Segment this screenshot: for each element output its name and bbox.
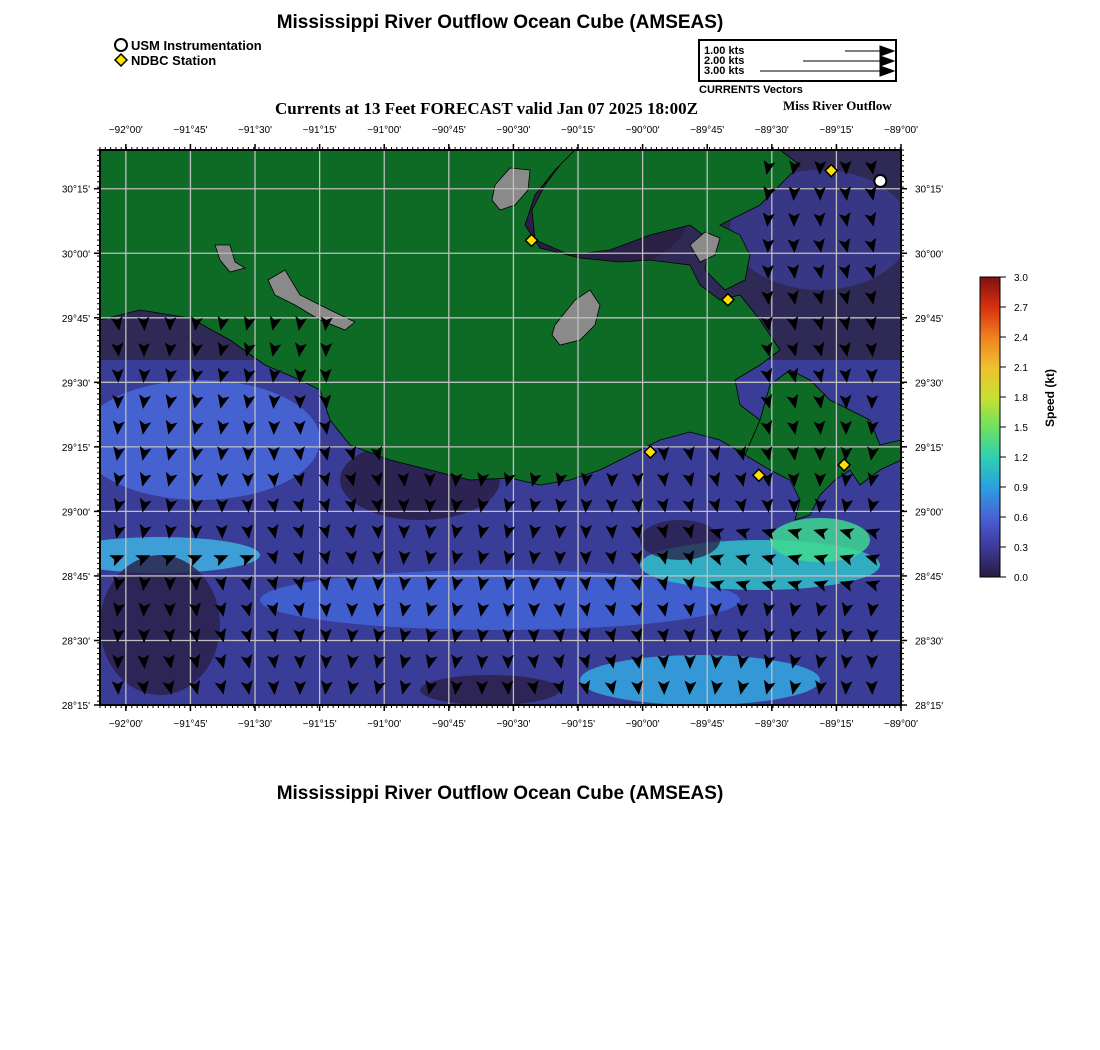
legend-usm: [113, 37, 262, 53]
lon-tick-label: −91°15': [302, 719, 337, 730]
lon-tick-label: −89°15': [819, 125, 854, 136]
colorbar-tick-label: 3.0: [1014, 273, 1028, 284]
colorbar-label: Speed (kt): [1043, 368, 1057, 427]
lon-tick-label: −90°15': [561, 125, 596, 136]
lat-tick-label: 28°45': [915, 571, 944, 583]
lat-tick-label: 30°15': [61, 184, 90, 196]
usm-circle-icon: [113, 37, 129, 53]
lat-tick-label: 28°30': [915, 636, 944, 648]
map-frame: [60, 150, 910, 705]
lon-tick-label: −91°45': [173, 125, 208, 136]
lon-tick-label: −89°45': [690, 719, 725, 730]
lon-tick-label: −91°30': [238, 719, 273, 730]
lon-tick-label: −92°00': [108, 719, 143, 730]
region-label: Miss River Outflow: [783, 98, 892, 113]
lat-tick-label: 29°00': [61, 507, 90, 519]
page-title: Mississippi River Outflow Ocean Cube (AMSEAS): [276, 12, 724, 33]
lat-tick-label: 30°15': [915, 184, 944, 196]
colorbar-tick-label: 1.8: [1014, 393, 1028, 404]
lon-tick-label: −90°30': [496, 719, 531, 730]
lon-tick-label: −90°30': [496, 125, 531, 136]
lon-tick-label: −89°00': [884, 719, 918, 730]
colorbar-tick-label: 2.4: [1014, 333, 1028, 344]
lon-tick-label: −90°45': [431, 719, 466, 730]
legend-usm-label: USM Instrumentation: [131, 37, 262, 53]
lat-tick-label: 28°45': [61, 571, 90, 583]
colorbar-tick-label: 1.2: [1014, 453, 1028, 464]
legend-ndbc-label: NDBC Station: [131, 52, 217, 68]
vector-scale-legend: [698, 39, 897, 82]
lon-tick-label: −91°15': [302, 125, 337, 136]
lat-tick-label: 30°00': [915, 249, 944, 261]
vector-scale-arrows: [700, 41, 895, 80]
footer-title: Mississippi River Outflow Ocean Cube (AMSEAS): [276, 783, 724, 804]
colorbar-tick-label: 2.7: [1014, 303, 1028, 314]
lat-tick-label: 29°30': [61, 378, 90, 390]
colorbar-tick-label: 2.1: [1014, 363, 1028, 374]
lon-tick-label: −89°45': [690, 125, 725, 136]
vector-label-2: 2.00 kts: [704, 55, 745, 67]
lon-tick-label: −89°15': [819, 719, 854, 730]
lon-tick-label: −91°45': [173, 719, 208, 730]
lat-tick-label: 29°15': [915, 442, 944, 454]
lon-tick-label: −91°00': [367, 719, 402, 730]
colorbar: [980, 273, 1028, 584]
lon-tick-label: −90°00': [625, 125, 660, 136]
lon-tick-label: −90°15': [561, 719, 596, 730]
lat-tick-label: 28°30': [61, 636, 90, 648]
lat-tick-label: 30°00': [61, 249, 90, 261]
lat-tick-label: 28°15': [915, 701, 944, 712]
lat-tick-label: 28°15': [61, 701, 90, 712]
ndbc-diamond-icon: [113, 52, 129, 68]
colorbar-tick-label: 1.5: [1014, 423, 1028, 434]
lon-tick-label: −92°00': [108, 125, 143, 136]
lon-tick-label: −90°00': [625, 719, 660, 730]
lon-tick-label: −89°30': [754, 719, 789, 730]
lon-tick-label: −89°30': [754, 125, 789, 136]
usm-station-marker[interactable]: [874, 175, 886, 187]
colorbar-ticks: [1000, 273, 1028, 584]
colorbar-tick-label: 0.0: [1014, 573, 1028, 584]
colorbar-tick-label: 0.3: [1014, 543, 1028, 554]
vector-caption: CURRENTS Vectors: [699, 84, 803, 96]
legend-ndbc: [113, 52, 216, 68]
lon-tick-label: −91°30': [238, 125, 273, 136]
colorbar-tick-label: 0.9: [1014, 483, 1028, 494]
lat-tick-label: 29°30': [915, 378, 944, 390]
lon-tick-label: −89°00': [884, 125, 918, 136]
vector-label-3: 3.00 kts: [704, 65, 745, 77]
lat-tick-label: 29°45': [915, 313, 944, 325]
lat-tick-label: 29°00': [915, 507, 944, 519]
colorbar-bar: [980, 277, 1000, 577]
colorbar-tick-label: 0.6: [1014, 513, 1028, 524]
lon-tick-label: −90°45': [431, 125, 466, 136]
vector-label-1: 1.00 kts: [704, 45, 745, 57]
lat-tick-label: 29°15': [61, 442, 90, 454]
lon-tick-label: −91°00': [367, 125, 402, 136]
lat-tick-label: 29°45': [61, 313, 90, 325]
plot-subtitle: Currents at 13 Feet FORECAST valid Jan 07 2025 18:00Z: [275, 99, 698, 118]
